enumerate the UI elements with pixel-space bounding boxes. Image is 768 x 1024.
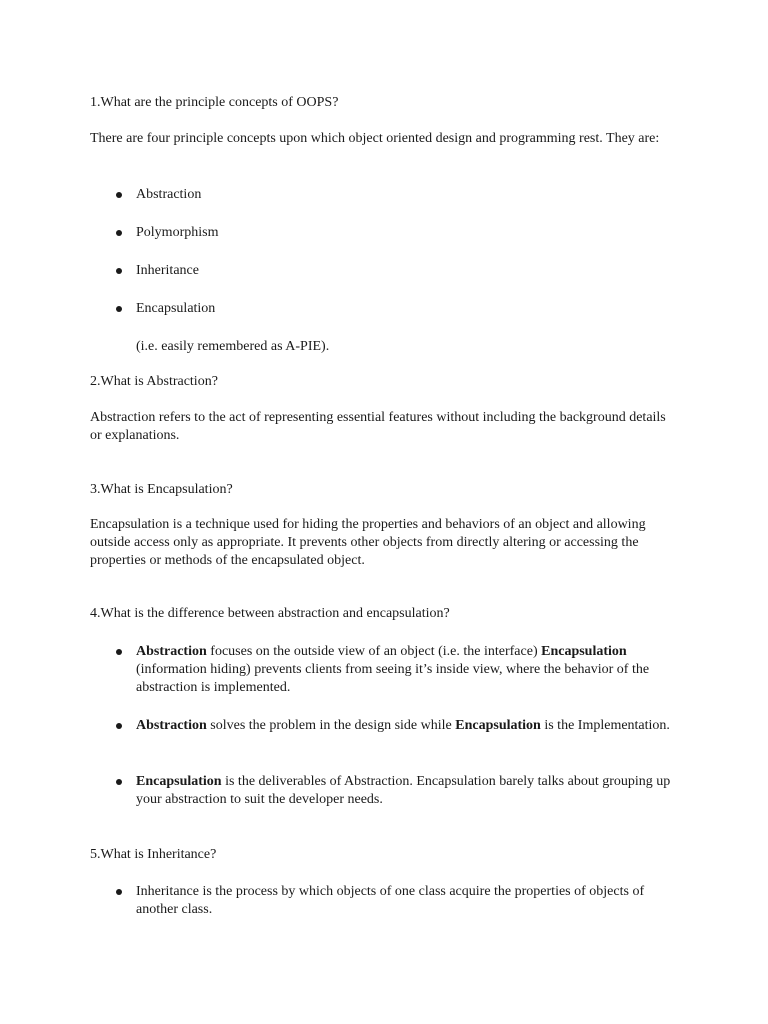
list-item-text: (information hiding) prevents clients from seeing it’s inside view, where the behavior of the abstraction is implemented. (136, 662, 650, 695)
list-item-text: Polymorphism (136, 225, 219, 240)
list-item (136, 300, 676, 318)
term-encapsulation: Encapsulation (455, 718, 541, 733)
list-item-text: solves the problem in the design side while (206, 718, 456, 733)
list-item (136, 262, 676, 280)
list-item-text: is the deliverables of Abstraction. Encapsulation barely talks about grouping up your abstraction to suit the developer needs. (136, 774, 671, 807)
q3-body: Encapsulation is a technique used for hiding the properties and behaviors of an object and allowing outside access only as appropriate. It prevents other objects from directly altering or accessing the properties or methods of the encapsulated object. (90, 517, 646, 568)
list-item-text: Inheritance is the process by which objects of one class acquire the properties of objects of another class. (136, 884, 645, 917)
list-item (136, 186, 676, 204)
list-item (136, 643, 676, 697)
list-item (136, 883, 676, 919)
list-item (136, 717, 676, 735)
q5-heading: 5.What is Inheritance? (90, 847, 217, 862)
q3-heading: 3.What is Encapsulation? (90, 482, 233, 497)
list-item-text: Encapsulation (136, 301, 216, 316)
list-item-text: Abstraction (136, 187, 202, 202)
list-item (136, 773, 676, 809)
q1-heading: 1.What are the principle concepts of OOPS? (90, 95, 339, 110)
list-item (136, 224, 676, 242)
q2-heading: 2.What is Abstraction? (90, 374, 218, 389)
list-item-text: focuses on the outside view of an object (i.e. the interface) (206, 644, 542, 659)
list-item-text: Inheritance (136, 263, 199, 278)
term-encapsulation: Encapsulation (136, 774, 222, 789)
term-abstraction: Abstraction (136, 644, 207, 659)
term-encapsulation: Encapsulation (541, 644, 627, 659)
q4-heading: 4.What is the difference between abstraction and encapsulation? (90, 606, 450, 621)
q2-body: Abstraction refers to the act of representing essential features without including the background details or explanations. (90, 410, 666, 443)
term-abstraction: Abstraction (136, 718, 207, 733)
list-item-text: is the Implementation. (540, 718, 670, 733)
q1-intro: There are four principle concepts upon which object oriented design and programming rest. They are: (90, 131, 660, 146)
q1-note: (i.e. easily remembered as A-PIE). (136, 339, 330, 354)
